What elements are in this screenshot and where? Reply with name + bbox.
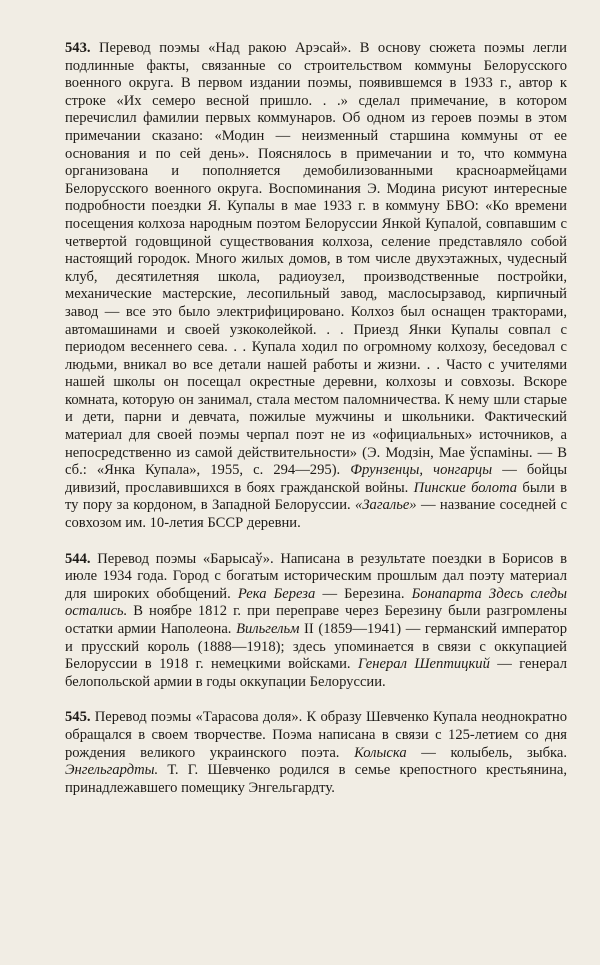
note-text: были в ту пору за кордоном, в Западной Белоруссии. [65,479,567,514]
note-term: Бонапарта Здесь следы остались. [65,585,568,620]
note-term: «Загалье» [355,497,417,514]
note-text: Перевод поэмы «Барысаў». Написана в результате поездки в Борисов в июле 1934 года. Город с богатым историческим прошлым дал поэту материал для широких обобщений. [65,550,567,602]
note-text: — бойцы дивизий, прославившихся в боях гражданской войны. [65,462,567,496]
note-text: — колыбель, зыбка. [406,744,567,761]
note-text: В ноябре 1812 г. при переправе через Березину были разгромлены остатки армии Наполеона. [65,603,567,637]
note-term: Генерал Шептицкий [357,656,490,673]
note-text: Перевод поэмы «Тарасова доля». К образу Шевченко Купала неоднократно обращался в своем творчестве. Поэма написана в связи с 125-летием со дня рождения великого украинского поэта. [65,709,567,761]
note-text: — Березина. [315,585,412,602]
note-text: Т. Г. Шевченко родился в семье крепостного крестьянина, принадлежавшего помещику Энгельгардту. [65,762,567,796]
note-text: — название соседней с совхозом им. 10-летия БССР деревни. [65,497,567,532]
note-text: Перевод поэмы «Над ракою Арэсай». В основу сюжета поэмы легли подлинные факты, связанные со строительством коммуны Белорусского военного округа. В первом издании поэмы, появившемся в 1933 г., автор к строке «Их семеро весной пришло. . .» сделал примечание, в котором перечислил фамилии первых коммунаров. Об одном из героев поэмы в этом примечании сказано: «Модин — неизменный старшина коммуны от ее основания и по сей день». Пояснялось в примечании и то, что коммуна организована и пополняется демобилизованными красноармейцами Белорусского военного округа. Воспоминания Э. Модина рисуют интересные подробности поездки Я. Купалы в мае 1933 г. в коммуну БВО: «Ко времени посещения колхоза народным поэтом Белоруссии Янкой Купалой, совпавшим с четвертой годовщиной существования колхоза, селение представляло собой настоящий городок. Много жилых домов, в том числе двухэтажных, чудесный клуб, десятилетняя школа, радиоузел, производственные постройки, механические мастерские, лесопильный завод, маслосырзавод, кирпичный завод — все это было электрифицировано. Колхоз был оснащен тракторами, автомашинами и своей узкоколейкой. . . Приезд Янки Купалы совпал с периодом весеннего сева. . . Купала ходил по огромному колхозу, беседовал с людьми, вникал во все детали нашей работы и жизни. . . Часто с учителями нашей школы он посещал окрестные деревни, колхозы и совхозы. Вскоре комната, которую он занимал, стала местом паломничества. К нему шли старые и дети, парни и девчата, пожилые мужчины и школьники. Фактический материал для своей поэмы черпал поэт не из «официальных» источников, а непосредственно из самой действительности» (Э. Модзін, Мае ўспаміны. — В сб.: «Янка Купала», 1955, с. 294—295). [65,40,567,479]
note-545 [65,709,567,797]
note-term: Энгельгардты. [65,762,159,779]
note-term: Река Береза [237,585,316,602]
note-number: 544. [65,550,91,567]
note-term: Фрунзенцы, чонгарцы [350,462,493,479]
note-number: 543. [65,40,91,56]
note-term: Вильгельм [236,621,300,637]
note-number: 545. [65,709,91,726]
note-text: II (1859—1941) — германский император и прусский король (1888—1918); здесь упоминается в связи с оккупацией Белоруссии в 1918 г. немецкими войсками. [65,621,567,673]
note-543 [65,40,567,533]
note-text: — генерал белопольской армии в годы оккупации Белоруссии. [65,656,567,690]
note-term: Колыска [354,744,407,761]
note-544 [65,551,567,692]
note-term: Пинские болота [413,479,518,496]
